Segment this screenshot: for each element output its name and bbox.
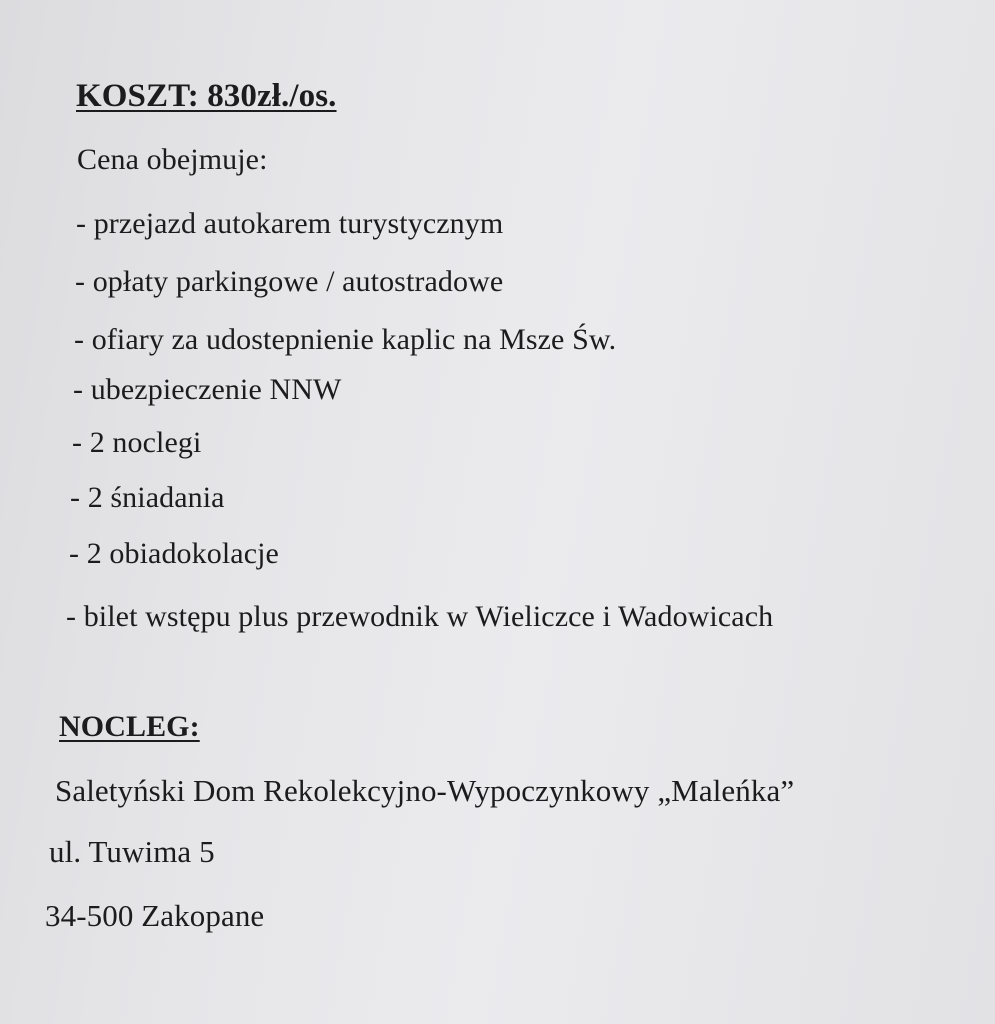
included-item: - opłaty parkingowe / autostradowe bbox=[75, 265, 504, 298]
price-includes-label: Cena obejmuje: bbox=[77, 143, 268, 176]
included-item: - bilet wstępu plus przewodnik w Wieliczce i Wadowicach bbox=[66, 600, 774, 633]
lodging-street: ul. Tuwima 5 bbox=[49, 834, 215, 869]
included-item: - ofiary za udostepnienie kaplic na Msze Św. bbox=[74, 323, 617, 356]
lodging-name: Saletyński Dom Rekolekcyjno-Wypoczynkowy „Maleńka” bbox=[55, 773, 795, 808]
included-item: - 2 śniadania bbox=[70, 481, 225, 514]
included-item: - ubezpieczenie NNW bbox=[73, 373, 342, 406]
included-item: - 2 noclegi bbox=[72, 426, 202, 459]
included-item: - przejazd autokarem turystycznym bbox=[76, 207, 504, 240]
cost-heading: KOSZT: 830zł./os. bbox=[76, 78, 337, 114]
lodging-city: 34-500 Zakopane bbox=[45, 898, 265, 933]
included-item: - 2 obiadokolacje bbox=[69, 537, 279, 570]
lodging-heading: NOCLEG: bbox=[59, 710, 200, 743]
